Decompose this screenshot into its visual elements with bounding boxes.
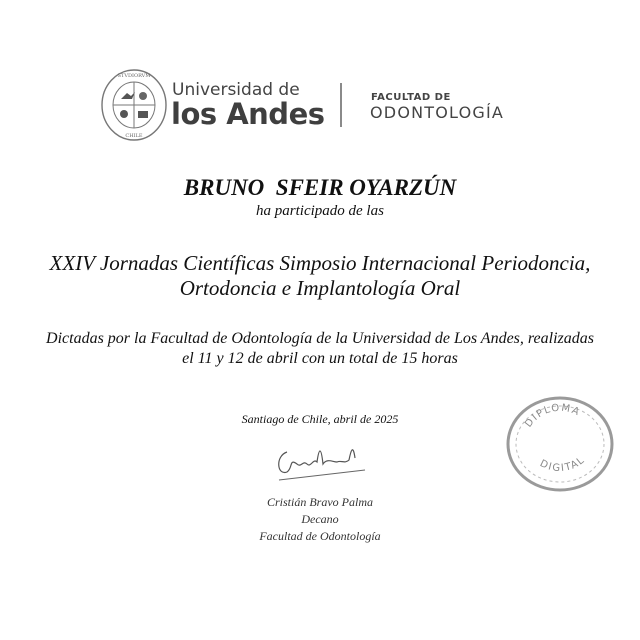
svg-text:DIGITAL: DIGITAL	[537, 454, 588, 475]
signatory-block	[0, 494, 640, 545]
university-name-line1: Universidad de	[172, 80, 300, 100]
svg-text:DIPLOMA: DIPLOMA	[523, 402, 582, 430]
place-date: Santiago de Chile, abril de 2025	[241, 412, 399, 426]
signatory-unit: Facultad de Odontología	[259, 529, 381, 543]
event-title-line2: Ortodoncia e Implantología Oral	[179, 276, 461, 300]
university-name-line2: los Andes	[171, 97, 325, 131]
event-title	[0, 251, 640, 301]
description-line2: el 11 y 12 de abril con un total de 15 horas	[182, 350, 458, 367]
faculty-name-line1: FACULTAD DE	[371, 92, 451, 103]
signatory-title: Decano	[301, 512, 339, 526]
signature-icon	[267, 438, 377, 486]
recipient-name: BRUNO SFEIR OYARZÚN	[183, 175, 457, 200]
header-divider	[340, 83, 342, 127]
event-description	[0, 329, 640, 369]
university-seal-icon	[101, 69, 167, 141]
svg-text:CHILE: CHILE	[125, 133, 143, 139]
faculty-name-line2: ODONTOLOGÍA	[370, 103, 505, 122]
digital-diploma-stamp-icon	[504, 394, 616, 494]
signatory-name: Cristián Bravo Palma	[266, 495, 373, 509]
svg-text:STVDIORVM: STVDIORVM	[117, 73, 151, 79]
event-title-line1: XXIV Jornadas Científicas Simposio Internacional Periodoncia,	[49, 251, 591, 275]
description-line1: Dictadas por la Facultad de Odontología de la Universidad de Los Andes, realizadas	[46, 330, 594, 347]
participation-text: ha participado de las	[256, 203, 384, 219]
